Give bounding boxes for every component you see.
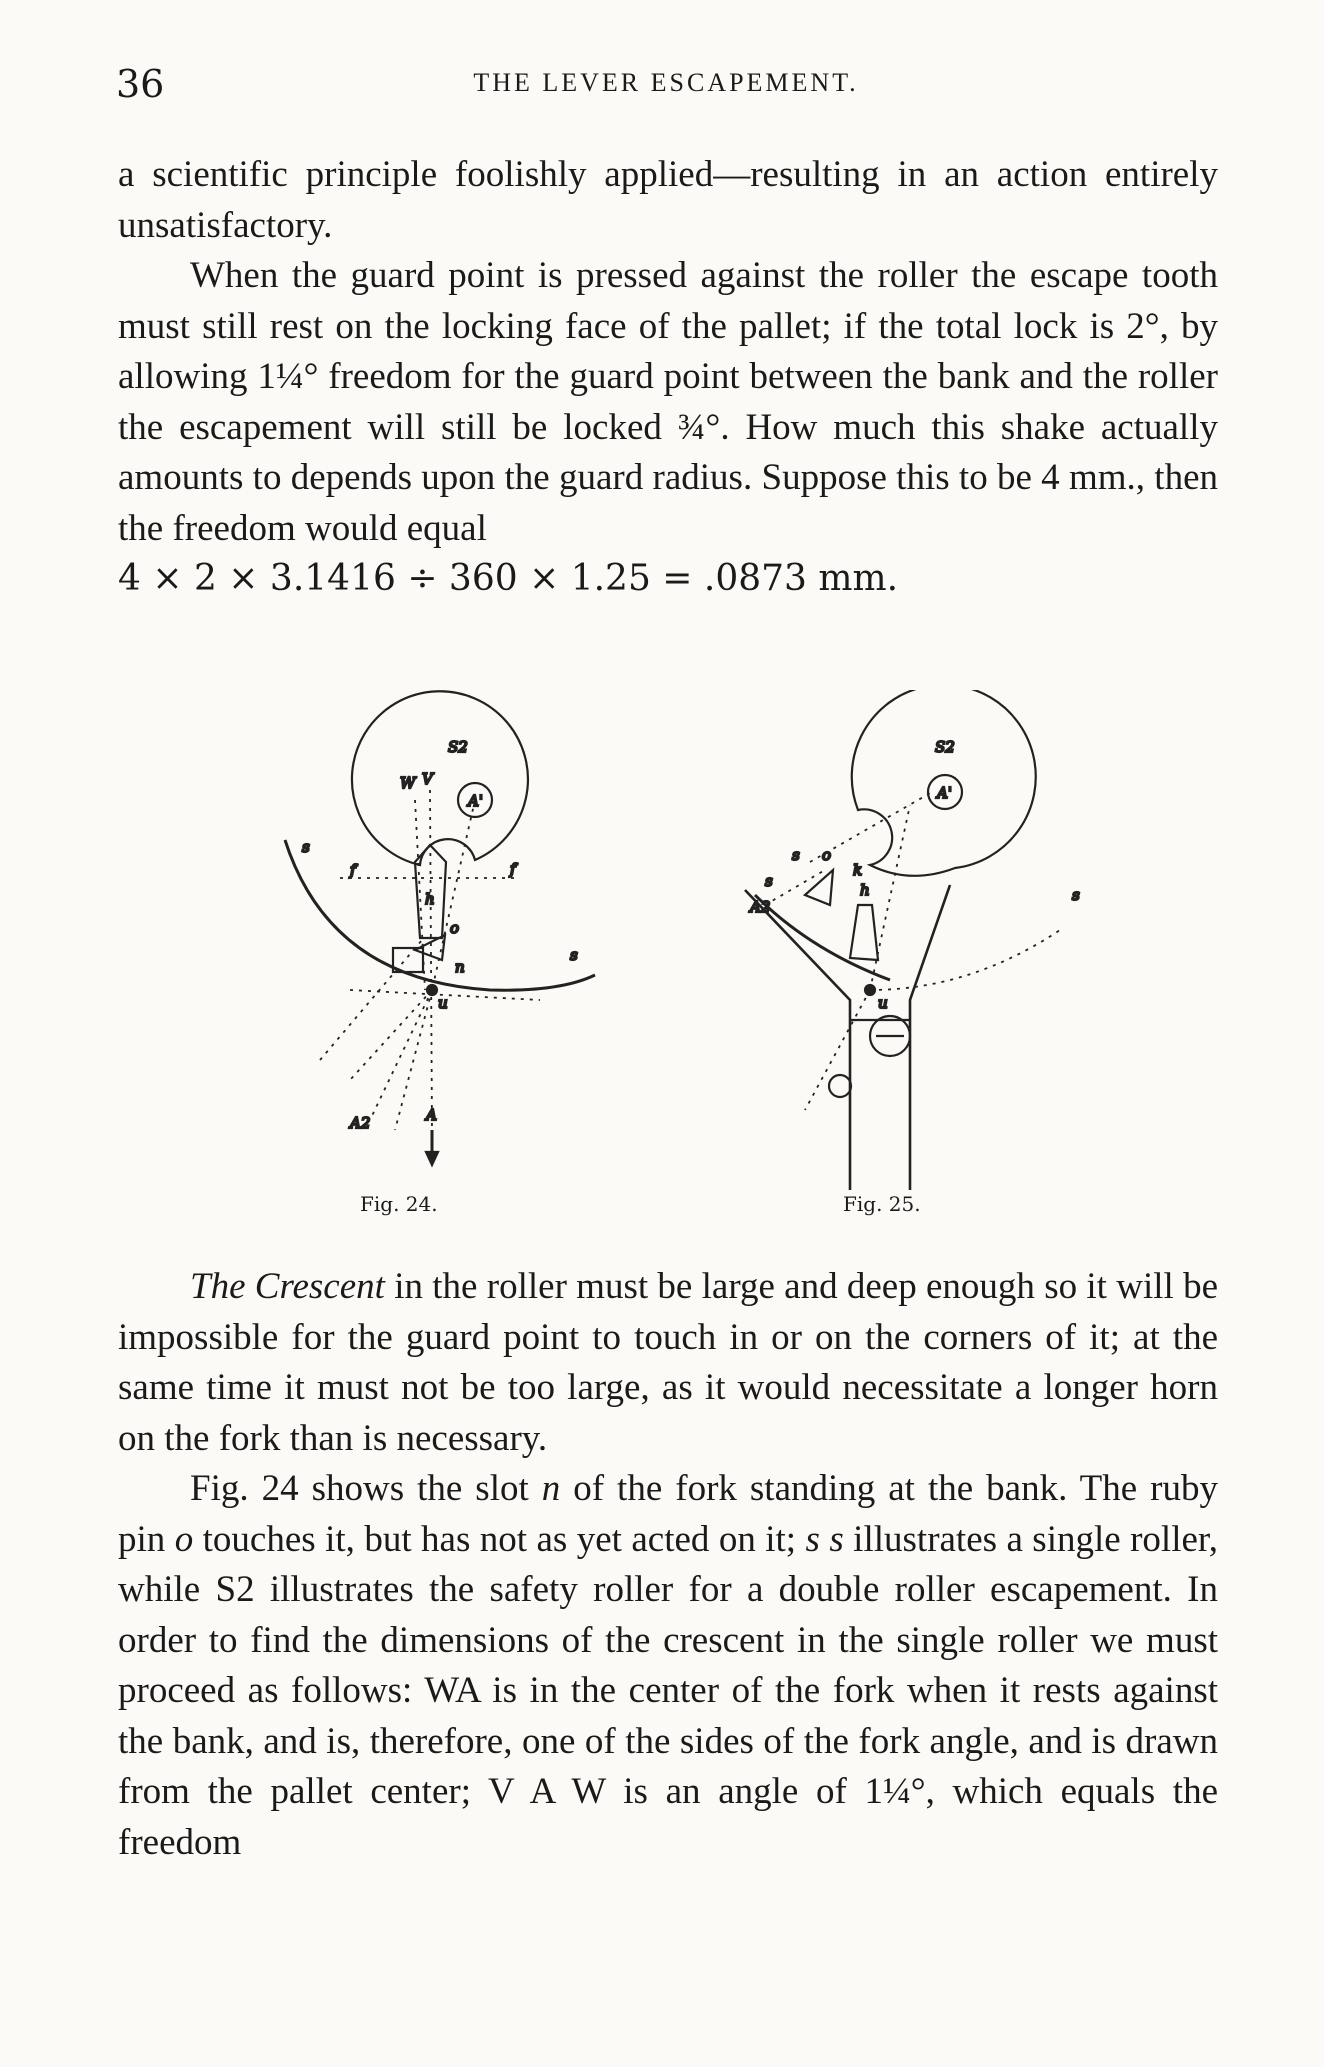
fig24-label-u: u	[438, 994, 448, 1012]
escapement-diagrams	[210, 690, 1110, 1190]
paragraph: When the guard point is pressed against the roller the escape tooth must still rest on the locking face of the pallet; if the total lock is 2°, by allowing 1¼° freedom for the guard point between the bank and the roller the escapement will still be locked ¾°. How much this shake actually amounts to depends upon the guard radius. Suppose this to be 4 mm., then the freedom would equal	[118, 255, 1218, 549]
fig24-label-f1: f	[350, 861, 356, 879]
text-block-top	[118, 150, 1218, 605]
fig25-label-s-left: s	[765, 872, 773, 890]
fig25-label-s: s	[792, 846, 800, 864]
figures-24-25	[210, 690, 1110, 1250]
paragraph: a scientific principle foolishly applied—resulting in an action entirely unsatisfactory.	[118, 154, 1218, 246]
fig25-label-o: o	[822, 846, 832, 864]
fig25-label-s-right: s	[1072, 886, 1080, 904]
fig25-safety-roller	[852, 690, 1036, 876]
page-number: 36	[116, 62, 165, 106]
running-title: THE LEVER ESCAPEMENT.	[473, 68, 859, 97]
fig24-label-s-left: s	[302, 838, 310, 856]
fig25-drawing	[745, 690, 1080, 1190]
fig24-label-h: h	[425, 890, 435, 908]
italic-heading: The Crescent	[190, 1266, 385, 1307]
paragraph-text: Fig. 24 shows the slot	[190, 1468, 542, 1509]
fig25-label-k: k	[853, 861, 863, 879]
fig25-label-h: h	[860, 881, 870, 899]
paragraph-fig24	[118, 1464, 1218, 1868]
fig25-pin	[829, 1075, 851, 1097]
fig24-drawing	[285, 691, 595, 1165]
paragraph-crescent	[118, 1262, 1218, 1464]
fig25-ruby-pin	[805, 870, 833, 905]
text-block-bottom	[118, 1262, 1218, 1868]
page-header	[116, 62, 1216, 112]
italic-symbol: n	[541, 1468, 561, 1509]
fig24-label-s2: S2	[448, 738, 468, 756]
fig24-caption: Fig. 24.	[360, 1192, 438, 1216]
paragraph-text: of the fork standing at the bank. The ruby pin	[118, 1468, 1218, 1560]
fig25-caption: Fig. 25.	[843, 1192, 921, 1216]
fig24-roller-arc	[285, 840, 595, 990]
fig25-label-s2: S2	[935, 738, 955, 756]
paragraph-text: touches it, but has not as yet acted on it;	[193, 1518, 806, 1560]
fig24-safety-roller	[352, 691, 528, 865]
fig24-label-s-right: s	[570, 946, 578, 964]
fig24-label-a: A	[426, 1106, 437, 1124]
paragraph-text: illustrates a single roller, while S2 illustrates the safety roller for a double roller escapement. In order to find the dimensions of the crescent in the single roller we must proceed as follows: WA is in the center of the fork when it rests against the bank, and is, therefore, one of the sides of the fork angle, and is drawn from the pallet center; V A W is an angle of 1¼°, which equals the freedom	[118, 1518, 1219, 1863]
formula-line: 4 × 2 × 3.1416 ÷ 360 × 1.25 = .0873 mm.	[118, 558, 899, 599]
fig24-label-n: n	[455, 958, 465, 976]
fig25-guard-point	[850, 905, 878, 960]
fig25-label-a2: A2	[750, 898, 771, 916]
italic-symbol: s s	[805, 1518, 844, 1560]
italic-symbol: o	[174, 1518, 194, 1560]
fig25-label-u: u	[878, 994, 888, 1012]
fig24-label-a2: A2	[350, 1114, 371, 1132]
paragraph-text: in the roller must be large and deep enough so it will be impossible for the guard point to touch in or on the corners of it; at the same time it must not be too large, as it would necessitate a longer horn on the fork than is necessary.	[118, 1266, 1218, 1459]
fig25-fork	[745, 885, 950, 1190]
fig24-label-v: V	[422, 770, 433, 788]
fig24-label-a1: A'	[468, 792, 483, 810]
fig24-label-o: o	[450, 919, 460, 937]
fig24-label-w: W	[400, 774, 416, 792]
fig25-label-a1: A'	[937, 784, 952, 802]
fig24-label-f2: f	[510, 860, 516, 878]
